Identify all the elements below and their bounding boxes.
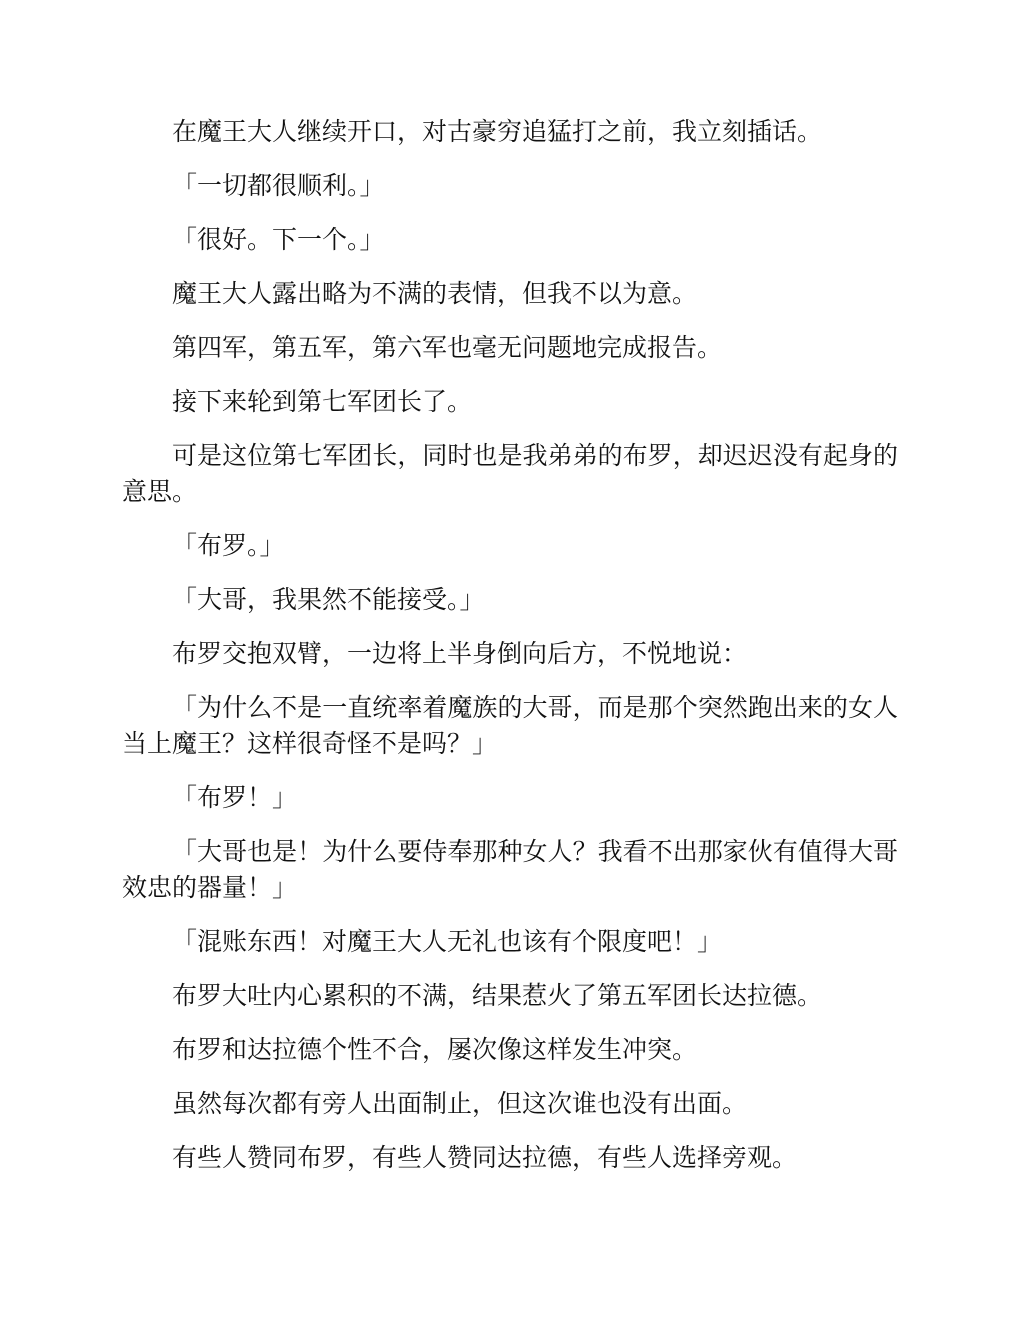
- paragraph-7: 可是这位第七军团长，同时也是我弟弟的布罗，却迟迟没有起身的意思。: [122, 441, 898, 506]
- paragraph-16: 布罗和达拉德个性不合，屡次像这样发生冲突。: [172, 1035, 698, 1064]
- paragraph-13: 「大哥也是！为什么要侍奉那种女人？我看不出那家伙有值得大哥效忠的器量！」: [122, 837, 898, 902]
- paragraph-5: 第四军，第五军，第六军也毫无问题地完成报告。: [172, 333, 723, 362]
- paragraph-8: 「布罗。」: [172, 531, 285, 560]
- paragraph-2: 「一切都很顺利。」: [172, 171, 385, 200]
- paragraph-12: 「布罗！」: [172, 783, 298, 812]
- paragraph-1: 在魔王大人继续开口，对古豪穷追猛打之前，我立刻插话。: [172, 117, 823, 146]
- paragraph-3: 「很好。下一个。」: [172, 225, 385, 254]
- document-body: [122, 114, 898, 1194]
- paragraph-4: 魔王大人露出略为不满的表情，但我不以为意。: [172, 279, 698, 308]
- paragraph-6: 接下来轮到第七军团长了。: [172, 387, 473, 416]
- paragraph-18: 有些人赞同布罗，有些人赞同达拉德，有些人选择旁观。: [172, 1143, 798, 1172]
- paragraph-10: 布罗交抱双臂，一边将上半身倒向后方，不悦地说：: [172, 639, 748, 668]
- paragraph-11: 「为什么不是一直统率着魔族的大哥，而是那个突然跑出来的女人当上魔王？这样很奇怪不是吗？」: [122, 693, 898, 758]
- paragraph-9: 「大哥，我果然不能接受。」: [172, 585, 485, 614]
- paragraph-14: 「混账东西！对魔王大人无礼也该有个限度吧！」: [172, 927, 723, 956]
- paragraph-15: 布罗大吐内心累积的不满，结果惹火了第五军团长达拉德。: [172, 981, 823, 1010]
- paragraph-17: 虽然每次都有旁人出面制止，但这次谁也没有出面。: [172, 1089, 748, 1118]
